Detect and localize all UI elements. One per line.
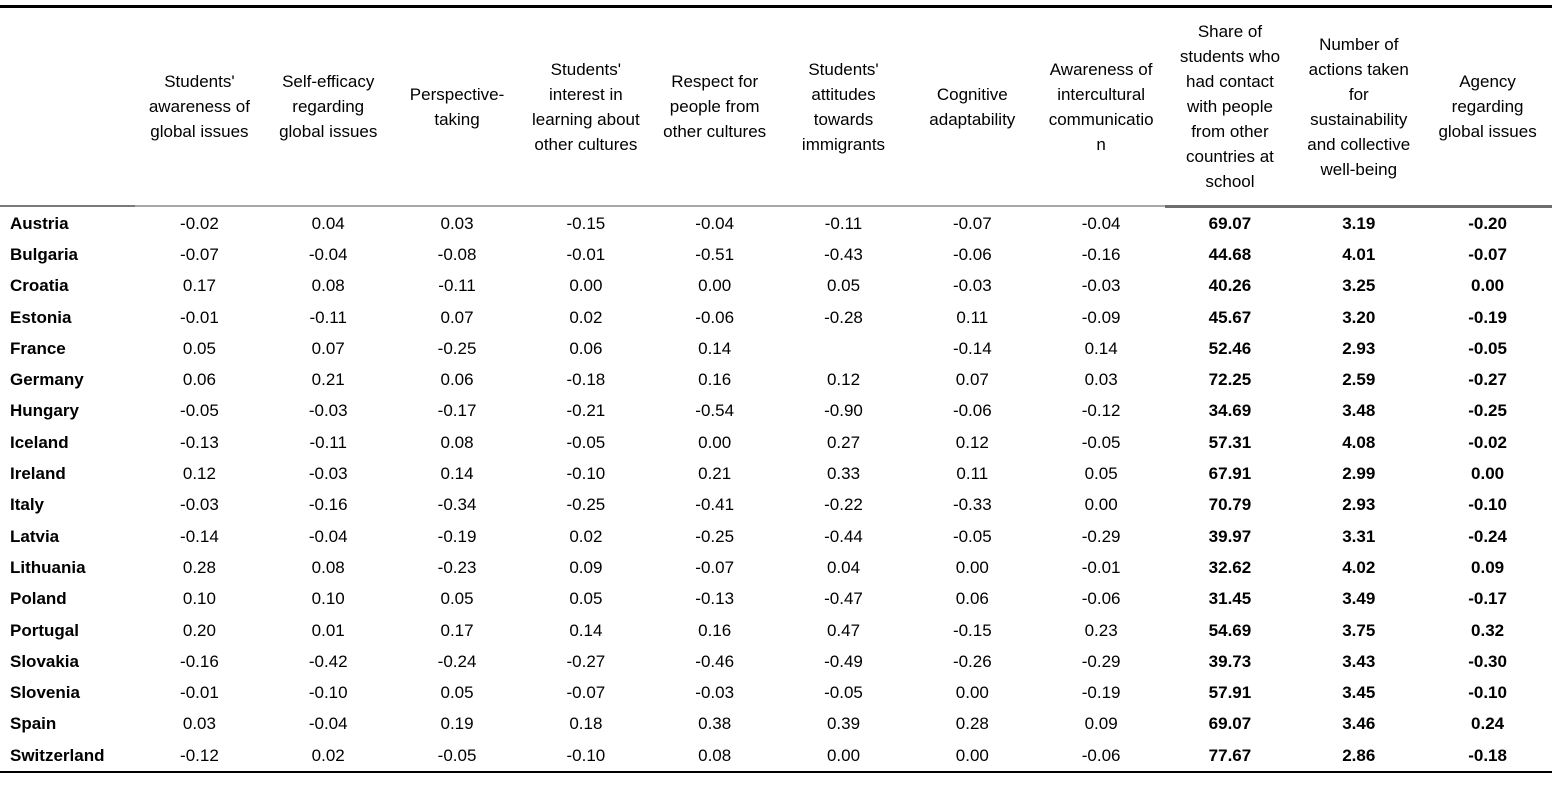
table-row xyxy=(0,521,1552,552)
table-cell: 0.06 xyxy=(569,338,603,358)
table-cell: -0.14 xyxy=(952,338,992,358)
table-cell: -0.03 xyxy=(952,276,992,296)
table-cell: 0.21 xyxy=(311,370,345,390)
table-cell: -0.25 xyxy=(695,526,735,546)
table-cell: 44.68 xyxy=(1208,244,1252,264)
table-cell: 0.00 xyxy=(1084,495,1118,515)
column-header: Perspective-taking xyxy=(409,84,505,129)
table-cell: 3.20 xyxy=(1342,307,1376,327)
table-cell: 77.67 xyxy=(1208,745,1252,765)
table-cell: 0.00 xyxy=(1471,276,1505,296)
table-cell: -0.16 xyxy=(308,495,348,515)
table-cell: -0.30 xyxy=(1468,651,1507,671)
table-row xyxy=(0,396,1552,427)
table-cell: 0.05 xyxy=(826,276,861,296)
table-cell: -0.17 xyxy=(1468,589,1507,609)
table-cell: -0.06 xyxy=(1081,745,1121,765)
header-row xyxy=(0,8,1552,205)
table-cell: 40.26 xyxy=(1208,276,1252,296)
table-cell: -0.28 xyxy=(824,307,863,327)
table-cell: 0.12 xyxy=(826,370,861,390)
table-cell: -0.43 xyxy=(824,244,863,264)
column-header: Number of actions taken for sustainability and collective well-being xyxy=(1307,34,1411,179)
table-cell: 0.11 xyxy=(956,307,989,327)
row-header-country: Iceland xyxy=(10,432,69,452)
table-cell: 67.91 xyxy=(1208,464,1252,484)
table-cell: 2.99 xyxy=(1342,464,1376,484)
table-cell: -0.03 xyxy=(308,401,348,421)
table-cell: -0.19 xyxy=(1468,307,1507,327)
table-row xyxy=(0,239,1552,270)
table-cell: 0.12 xyxy=(955,432,989,452)
table-cell: 0.28 xyxy=(182,557,216,577)
table-cell: 0.16 xyxy=(698,370,732,390)
column-header: Agency regarding global issues xyxy=(1438,72,1537,141)
row-header-country: Slovakia xyxy=(10,651,79,671)
table-cell: 57.91 xyxy=(1208,683,1252,703)
table-cell: 0.05 xyxy=(440,589,474,609)
table-cell: 69.07 xyxy=(1208,213,1252,233)
column-header: Students' awareness of global issues xyxy=(148,72,250,141)
table-cell: 0.16 xyxy=(698,620,732,640)
table-cell: 0.19 xyxy=(440,714,474,734)
table-cell: 45.67 xyxy=(1208,307,1252,327)
column-header: Students' attitudes towards immigrants xyxy=(801,59,886,154)
table-cell: 57.31 xyxy=(1208,432,1252,452)
table-cell: -0.22 xyxy=(824,495,863,515)
table-cell: -0.07 xyxy=(952,213,992,233)
row-header-country: Slovenia xyxy=(10,683,80,703)
table-cell: 0.08 xyxy=(698,745,732,765)
table-cell: 0.08 xyxy=(311,276,345,296)
row-header-country: Croatia xyxy=(10,276,69,296)
table-cell: -0.02 xyxy=(1468,432,1507,452)
table-body xyxy=(0,208,1552,771)
table-cell: -0.21 xyxy=(566,401,606,421)
table-cell: 0.11 xyxy=(956,464,989,484)
row-header-country: Lithuania xyxy=(10,557,86,577)
table-cell: 72.25 xyxy=(1208,370,1252,390)
table-cell: -0.15 xyxy=(952,620,992,640)
table-cell: 39.73 xyxy=(1208,651,1252,671)
table-cell: -0.05 xyxy=(824,683,863,703)
table-cell: -0.17 xyxy=(437,401,477,421)
table-cell: -0.09 xyxy=(1081,307,1121,327)
table-cell: -0.05 xyxy=(952,526,992,546)
table-cell: -0.24 xyxy=(437,651,477,671)
table-cell: -0.05 xyxy=(1081,432,1121,452)
table-cell: -0.11 xyxy=(824,213,863,233)
table-cell: -0.01 xyxy=(180,683,219,703)
table-cell: 0.08 xyxy=(311,557,345,577)
row-header-country: Estonia xyxy=(10,307,72,327)
table-cell: -0.05 xyxy=(437,745,477,765)
row-header-country: Germany xyxy=(10,370,84,390)
table-cell: 0.14 xyxy=(1084,338,1118,358)
table-cell: 0.04 xyxy=(311,213,345,233)
table-cell: 0.09 xyxy=(569,557,603,577)
table-cell: 0.38 xyxy=(698,714,732,734)
table-cell: -0.25 xyxy=(1468,401,1507,421)
table-cell: 0.07 xyxy=(440,307,474,327)
table-cell: 2.93 xyxy=(1342,495,1376,515)
table-cell: 4.08 xyxy=(1342,432,1376,452)
table-cell: 0.20 xyxy=(182,620,216,640)
table-cell: 0.33 xyxy=(826,464,861,484)
column-header: Awareness of intercultural communication xyxy=(1048,59,1154,154)
table-row xyxy=(0,364,1552,395)
table-cell: -0.19 xyxy=(437,526,477,546)
table-cell: -0.16 xyxy=(1081,244,1121,264)
table-cell: -0.08 xyxy=(437,244,477,264)
table-row xyxy=(0,615,1552,646)
column-header: Share of students who had contact with people from other countries at school xyxy=(1179,22,1281,191)
row-header-country: Hungary xyxy=(10,401,79,421)
table-cell: -0.03 xyxy=(695,683,735,703)
table-cell: -0.04 xyxy=(308,526,348,546)
table-cell: -0.01 xyxy=(180,307,219,327)
table-cell: -0.10 xyxy=(308,683,348,703)
table-cell: -0.25 xyxy=(566,495,606,515)
table-cell: -0.06 xyxy=(1081,589,1121,609)
table-cell: 0.32 xyxy=(1471,620,1505,640)
table-cell: 0.39 xyxy=(826,714,861,734)
table-cell: 0.02 xyxy=(311,745,345,765)
table-cell: 0.17 xyxy=(440,620,474,640)
table-cell: 0.07 xyxy=(955,370,989,390)
column-header: Self-efficacy regarding global issues xyxy=(279,72,378,141)
table-bottom-rule xyxy=(0,771,1552,773)
table-cell: 3.46 xyxy=(1342,714,1376,734)
table-cell: 4.01 xyxy=(1342,244,1376,264)
table-cell: 0.06 xyxy=(182,370,216,390)
table-cell: -0.42 xyxy=(308,651,348,671)
table-cell: -0.10 xyxy=(566,464,606,484)
table-cell: -0.06 xyxy=(952,401,992,421)
table-cell: 0.10 xyxy=(311,589,345,609)
table-cell: 0.05 xyxy=(440,683,474,703)
table-cell: -0.03 xyxy=(1081,276,1121,296)
table-cell: -0.05 xyxy=(566,432,606,452)
table-cell: -0.41 xyxy=(695,495,735,515)
table-cell: -0.07 xyxy=(180,244,219,264)
table-cell: -0.46 xyxy=(695,651,735,671)
table-cell: 3.43 xyxy=(1342,651,1376,671)
table-cell: 0.00 xyxy=(826,745,861,765)
table-cell: -0.29 xyxy=(1081,651,1121,671)
table-cell: -0.29 xyxy=(1081,526,1121,546)
table-cell: -0.10 xyxy=(1468,683,1507,703)
table-cell: 0.24 xyxy=(1471,714,1505,734)
table-row xyxy=(0,427,1552,458)
table-cell: -0.20 xyxy=(1468,213,1507,233)
table-cell: -0.25 xyxy=(437,338,477,358)
header-separator-middle-segment xyxy=(135,205,1165,207)
table-cell: -0.03 xyxy=(180,495,219,515)
table-cell: 3.31 xyxy=(1342,526,1376,546)
table-row xyxy=(0,740,1552,771)
table-cell: -0.11 xyxy=(438,276,476,296)
column-header: Students' interest in learning about other cultures xyxy=(531,59,640,154)
table-cell: 0.06 xyxy=(440,370,474,390)
table-cell: 0.09 xyxy=(1084,714,1118,734)
table-cell: -0.12 xyxy=(1081,401,1121,421)
column-header: Respect for people from other cultures xyxy=(663,72,767,141)
table-cell: -0.27 xyxy=(566,651,606,671)
row-header-country: Portugal xyxy=(10,620,79,640)
table-cell: 0.00 xyxy=(955,745,989,765)
table-cell: -0.01 xyxy=(566,244,606,264)
table-cell: -0.90 xyxy=(824,401,863,421)
table-cell: -0.06 xyxy=(695,307,735,327)
table-row xyxy=(0,584,1552,615)
table-cell: 0.04 xyxy=(826,557,861,577)
table-cell: 3.45 xyxy=(1342,683,1376,703)
table-cell: -0.04 xyxy=(308,714,348,734)
table-cell: -0.12 xyxy=(180,745,219,765)
table-cell: 3.75 xyxy=(1342,620,1376,640)
table-cell: 0.17 xyxy=(182,276,216,296)
table-row xyxy=(0,646,1552,677)
table-cell: -0.01 xyxy=(1081,557,1121,577)
table-cell: 31.45 xyxy=(1208,589,1252,609)
table-cell: 0.23 xyxy=(1084,620,1118,640)
table-cell: -0.10 xyxy=(1468,495,1507,515)
table-cell: 54.69 xyxy=(1208,620,1252,640)
table-cell: 0.06 xyxy=(955,589,989,609)
table-cell: 0.14 xyxy=(698,338,732,358)
table-cell: -0.04 xyxy=(1081,213,1121,233)
table-cell: 0.00 xyxy=(698,432,732,452)
table-cell: -0.27 xyxy=(1468,370,1507,390)
table-cell: -0.05 xyxy=(1468,338,1507,358)
table-cell: 0.07 xyxy=(311,338,345,358)
table-cell: -0.03 xyxy=(308,464,348,484)
data-table xyxy=(0,5,1552,773)
table-cell: -0.07 xyxy=(566,683,606,703)
table-cell: -0.04 xyxy=(695,213,735,233)
table-cell: 0.14 xyxy=(569,620,603,640)
row-header-country: Ireland xyxy=(10,464,66,484)
row-header-country: Poland xyxy=(10,589,67,609)
table-cell: -0.47 xyxy=(824,589,863,609)
column-header: Cognitive adaptability xyxy=(929,84,1016,129)
table-cell: 0.09 xyxy=(1471,557,1505,577)
table-cell: 0.14 xyxy=(440,464,474,484)
table-cell: 0.02 xyxy=(569,307,603,327)
table-cell: -0.05 xyxy=(180,401,219,421)
table-cell: -0.34 xyxy=(437,495,477,515)
row-header-country: Switzerland xyxy=(10,745,105,765)
row-header-country: Italy xyxy=(10,495,45,515)
table-cell: -0.24 xyxy=(1468,526,1507,546)
table-cell: 0.00 xyxy=(698,276,732,296)
table-cell: 0.27 xyxy=(826,432,861,452)
table-row xyxy=(0,709,1552,740)
table-cell: 4.02 xyxy=(1342,557,1376,577)
table-cell: 2.86 xyxy=(1342,745,1376,765)
table-cell: -0.51 xyxy=(695,244,735,264)
table-cell: 0.02 xyxy=(569,526,603,546)
table-cell: 0.00 xyxy=(569,276,603,296)
table-cell: 0.05 xyxy=(182,338,216,358)
table-cell: 52.46 xyxy=(1208,338,1252,358)
table-cell: -0.04 xyxy=(308,244,348,264)
table-cell: -0.02 xyxy=(180,213,219,233)
table-cell: 3.19 xyxy=(1342,213,1376,233)
table-cell: 0.12 xyxy=(182,464,216,484)
table-cell: 3.48 xyxy=(1342,401,1376,421)
header-separator-right-segment xyxy=(1165,205,1552,208)
table-cell: 0.21 xyxy=(698,464,732,484)
table-cell: -0.44 xyxy=(824,526,863,546)
table-cell: -0.11 xyxy=(309,432,347,452)
table-cell: -0.06 xyxy=(952,244,992,264)
table-row xyxy=(0,271,1552,302)
table-cell: 3.25 xyxy=(1342,276,1376,296)
table-cell: 0.05 xyxy=(569,589,603,609)
table-row xyxy=(0,490,1552,521)
table-cell: -0.26 xyxy=(952,651,992,671)
table-cell: 0.18 xyxy=(569,714,603,734)
row-header-country: Austria xyxy=(10,213,69,233)
table-cell: 0.08 xyxy=(440,432,474,452)
header-separator xyxy=(0,205,1552,208)
table-cell: -0.07 xyxy=(1468,244,1507,264)
table-cell: 2.59 xyxy=(1342,370,1376,390)
table-cell: -0.14 xyxy=(180,526,219,546)
table-cell: -0.11 xyxy=(309,307,347,327)
table-cell: 0.00 xyxy=(1471,464,1505,484)
row-header-country: Bulgaria xyxy=(10,244,79,264)
row-header-country: France xyxy=(10,338,66,358)
table-row xyxy=(0,333,1552,364)
table-cell: 0.05 xyxy=(1084,464,1118,484)
table-cell: 0.01 xyxy=(311,620,345,640)
table-cell: -0.33 xyxy=(952,495,992,515)
table-cell: -0.15 xyxy=(566,213,606,233)
table-row xyxy=(0,458,1552,489)
table-cell: 39.97 xyxy=(1208,526,1252,546)
table-cell: 3.49 xyxy=(1342,589,1376,609)
table-cell: -0.18 xyxy=(1468,745,1507,765)
table-cell: 2.93 xyxy=(1342,338,1376,358)
table-row xyxy=(0,302,1552,333)
row-header-country: Latvia xyxy=(10,526,60,546)
table-cell: -0.19 xyxy=(1081,683,1121,703)
table-cell: -0.13 xyxy=(180,432,219,452)
table-cell: -0.10 xyxy=(566,745,606,765)
table-cell: 0.00 xyxy=(955,557,989,577)
table-cell: 69.07 xyxy=(1208,714,1252,734)
table-cell: -0.49 xyxy=(824,651,863,671)
table-cell: -0.18 xyxy=(566,370,606,390)
table-cell: 0.10 xyxy=(182,589,216,609)
table-cell: 0.47 xyxy=(826,620,861,640)
table-cell: -0.16 xyxy=(180,651,219,671)
table-cell: 0.28 xyxy=(955,714,989,734)
table-cell: -0.23 xyxy=(437,557,477,577)
table-row xyxy=(0,677,1552,708)
row-header-country: Spain xyxy=(10,714,57,734)
table-cell: 0.03 xyxy=(182,714,216,734)
table-cell: 34.69 xyxy=(1208,401,1252,421)
table-row xyxy=(0,208,1552,239)
header-separator-left-segment xyxy=(0,205,135,207)
table-cell: 32.62 xyxy=(1208,557,1252,577)
table-row xyxy=(0,552,1552,583)
table-cell: -0.07 xyxy=(695,557,735,577)
table-cell: 0.00 xyxy=(955,683,989,703)
table-cell: 0.03 xyxy=(1084,370,1118,390)
table-cell: 0.03 xyxy=(440,213,474,233)
table-cell: -0.13 xyxy=(695,589,735,609)
table-cell: -0.54 xyxy=(695,401,735,421)
table-cell: 70.79 xyxy=(1208,495,1252,515)
